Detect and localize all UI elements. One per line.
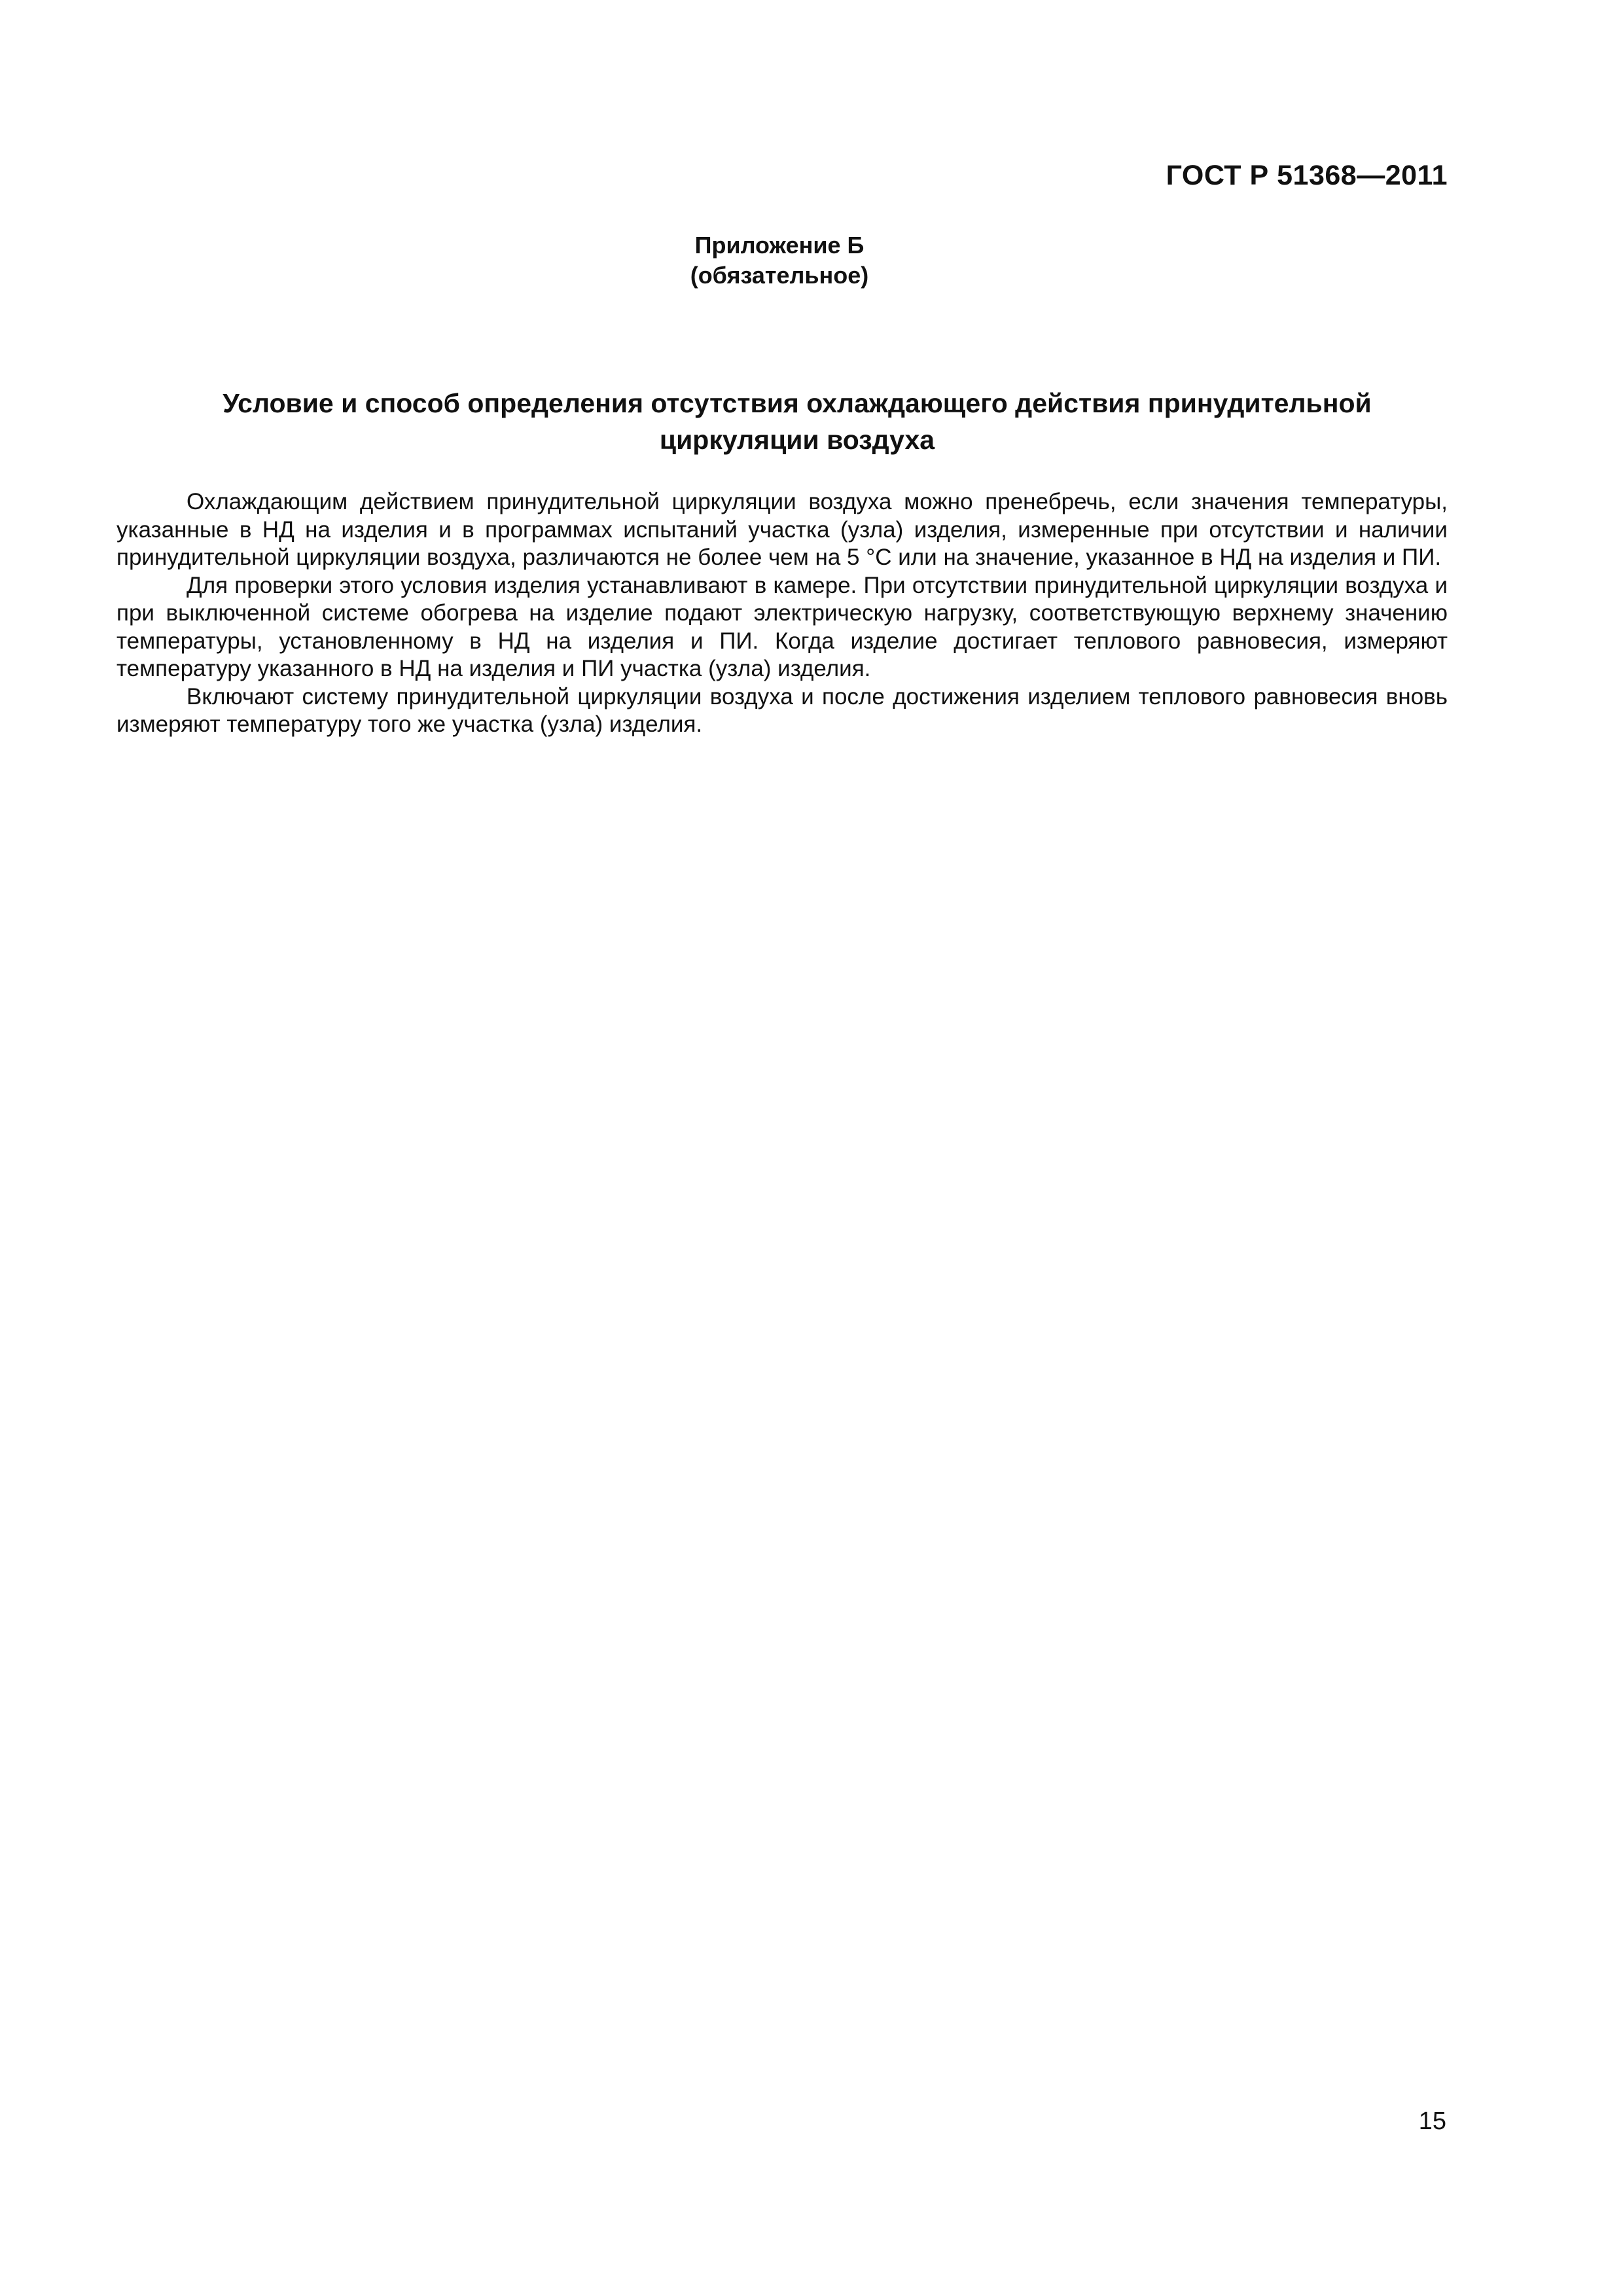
section-title-line-1: Условие и способ определения отсутствия охлаждающего действия принудительной — [223, 388, 1372, 418]
paragraph-1: Охлаждающим действием принудительной циркуляции воздуха можно пренебречь, если значения температуры, указанные в НД на изделия и в программах испытаний участка (узла) изделия, измеренные при отсутствии и наличии принудительной циркуляции воздуха, различаются не более чем на 5 °С или на значение, указанное в НД на изделия и ПИ. — [116, 489, 1448, 570]
section-title-line-2: циркуляции воздуха — [659, 425, 935, 455]
section-title — [175, 385, 1419, 458]
appendix-heading — [0, 230, 1559, 291]
document-id: ГОСТ Р 51368—2011 — [1166, 160, 1448, 191]
paragraph-2: Для проверки этого условия изделия устанавливают в камере. При отсутствии принудительной циркуляции воздуха и при выключенной системе обогрева на изделие подают электрическую нагрузку, соответствующую верхнему значению температуры, установленному в НД на изделия и ПИ. Когда изделие достигает теплового равновесия, измеряют температуру указанного в НД на изделия и ПИ участка (узла) изделия. — [116, 572, 1448, 681]
page-number: 15 — [1418, 2108, 1446, 2135]
body-text — [116, 488, 1448, 739]
paragraph-3: Включают систему принудительной циркуляции воздуха и после достижения изделием теплового равновесия вновь измеряют температуру того же участка (узла) изделия. — [116, 683, 1448, 737]
appendix-status: (обязательное) — [690, 262, 869, 289]
appendix-label: Приложение Б — [694, 232, 865, 259]
